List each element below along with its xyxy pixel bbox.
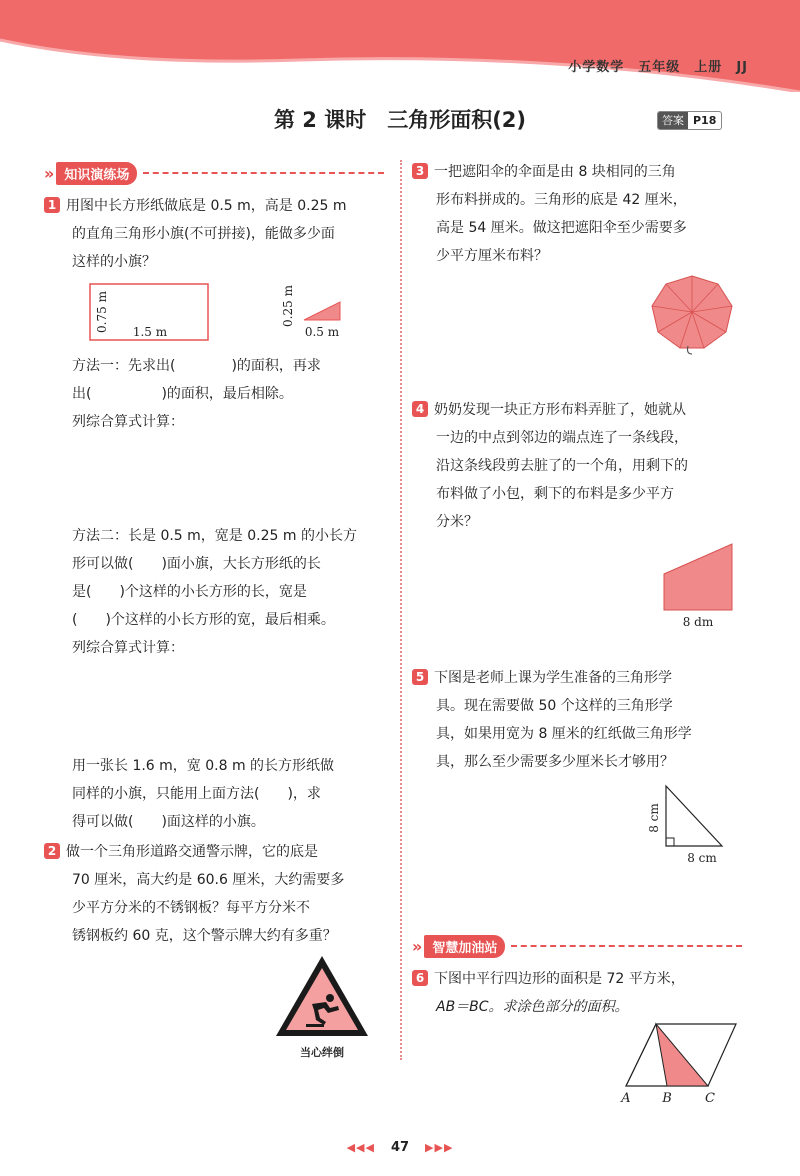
side-label: 8 dm xyxy=(682,615,714,629)
q1-method2 xyxy=(72,522,392,662)
extra-line: 用一张长 1.6 m，宽 0.8 m 的长方形纸做 xyxy=(72,758,335,774)
q1-line: 的直角三角形小旗(不可拼接)，能做多少面 xyxy=(72,226,335,242)
q3-line: 形布料拼成的。三角形的底是 42 厘米， xyxy=(436,192,687,208)
question-number: 6 xyxy=(412,970,428,986)
q4-line: 沿这条线段剪去脏了的一个角，用剩下的 xyxy=(436,458,688,474)
page-title: 第 2 课时 三角形面积(2) xyxy=(273,108,527,132)
q4-line: 奶奶发现一块正方形布料弄脏了，她就从 xyxy=(434,402,686,418)
point-a-label: A xyxy=(621,1091,631,1106)
rect-height-label: 0.75 m xyxy=(95,291,109,333)
q1-figure xyxy=(86,280,356,346)
q6-line: 下图中平行四边形的面积是 72 平方米， xyxy=(434,971,685,987)
height-label: 8 cm xyxy=(647,803,661,833)
point-b-label: B xyxy=(662,1091,672,1106)
set-square-figure xyxy=(646,780,746,870)
sign-caption: 当心绊倒 xyxy=(300,1046,344,1059)
question-5 xyxy=(412,664,752,776)
q4-line: 布料做了小包，剩下的布料是多少平方 xyxy=(436,486,674,502)
method2-line: 形可以做( )面小旗，大长方形纸的长 xyxy=(72,556,321,572)
question-4 xyxy=(412,396,752,536)
q1-line: 用图中长方形纸做底是 0.5 m，高是 0.25 m xyxy=(66,198,347,214)
parallelogram-figure xyxy=(612,1018,752,1108)
point-c-label: C xyxy=(705,1091,715,1106)
question-6 xyxy=(412,965,752,1021)
tri-base-label: 0.5 m xyxy=(304,325,340,339)
q5-line: 具，如果用宽为 8 厘米的红纸做三角形学 xyxy=(436,726,692,742)
section-header-practice xyxy=(44,162,384,184)
method1-line: 列综合算式计算： xyxy=(72,414,184,430)
series-edition: JJ xyxy=(736,60,748,75)
right-triangle xyxy=(666,786,722,846)
question-3 xyxy=(412,158,752,270)
umbrella-figure xyxy=(646,272,738,356)
q2-line: 70 厘米，高大约是 60.6 厘米，大约需要多 xyxy=(72,872,345,888)
page-footer xyxy=(0,1140,800,1155)
small-triangle xyxy=(304,302,340,320)
question-number: 3 xyxy=(412,163,428,179)
q4-line: 分米？ xyxy=(436,514,478,530)
series-volume: 上册 xyxy=(694,60,723,75)
question-number: 4 xyxy=(412,401,428,417)
method1-line: 出( )的面积，最后相除。 xyxy=(72,386,293,402)
base-label: 8 cm xyxy=(687,851,717,865)
question-number: 5 xyxy=(412,669,428,685)
q1-extra xyxy=(72,752,392,836)
section-label: 知识演练场 xyxy=(56,162,137,185)
q4-line: 一边的中点到邻边的端点连了一条线段， xyxy=(436,430,688,446)
series-grade: 五年级 xyxy=(638,60,681,75)
right-arrows-icon: ▶▶▶ xyxy=(425,1141,454,1154)
q5-line: 下图是老师上课为学生准备的三角形学 xyxy=(434,670,672,686)
rect-width-label: 1.5 m xyxy=(132,325,168,339)
question-number: 1 xyxy=(44,197,60,213)
extra-line: 同样的小旗，只能用上面方法( )，求 xyxy=(72,786,321,802)
q2-line: 做一个三角形道路交通警示牌，它的底是 xyxy=(66,844,318,860)
page-number: 47 xyxy=(390,1140,410,1155)
trapezoid-cloth xyxy=(664,544,732,610)
question-2 xyxy=(44,838,390,950)
q1-method1 xyxy=(72,352,392,436)
tri-height-label: 0.25 m xyxy=(281,285,295,327)
q5-line: 具。现在需要做 50 个这样的三角形学 xyxy=(436,698,673,714)
series-label xyxy=(554,56,748,75)
section-label: 智慧加油站 xyxy=(424,935,505,958)
method2-line: 列综合算式计算： xyxy=(72,640,184,656)
q3-line: 一把遮阳伞的伞面是由 8 块相同的三角 xyxy=(434,164,676,180)
question-number: 2 xyxy=(44,843,60,859)
q2-line: 少平方分米的不锈钢板？每平方分米不 xyxy=(72,900,310,916)
answer-page: P18 xyxy=(693,114,717,127)
header-band xyxy=(0,0,800,92)
left-arrows-icon: ◀◀◀ xyxy=(346,1141,375,1154)
q3-line: 少平方厘米布料？ xyxy=(436,248,548,264)
q1-line: 这样的小旗？ xyxy=(72,254,156,270)
dashed-rule xyxy=(143,172,384,174)
q3-line: 高是 54 厘米。做这把遮阳伞至少需要多 xyxy=(436,220,687,236)
series-subject: 小学数学 xyxy=(568,60,625,75)
chevron-icon: » xyxy=(44,163,55,183)
q6-line: AB＝BC。求涂色部分的面积。 xyxy=(436,999,629,1015)
question-1 xyxy=(44,192,390,276)
method2-line: ( )个这样的小长方形的宽，最后相乘。 xyxy=(72,612,335,628)
warning-sign xyxy=(272,952,372,1042)
method2-line: 方法二：长是 0.5 m，宽是 0.25 m 的小长方 xyxy=(72,528,357,544)
section-header-challenge xyxy=(412,935,742,957)
q2-line: 锈钢板约 60 克，这个警示牌大约有多重？ xyxy=(72,928,337,944)
q5-line: 具，那么至少需要多少厘米长才够用？ xyxy=(436,754,674,770)
chevron-icon: » xyxy=(412,936,423,956)
method1-line: 方法一：先求出( )的面积，再求 xyxy=(72,358,321,374)
dashed-rule xyxy=(511,945,742,947)
extra-line: 得可以做( )面这样的小旗。 xyxy=(72,814,265,830)
answer-reference[interactable] xyxy=(657,111,722,130)
answer-label: 答案 xyxy=(658,112,688,129)
cloth-figure xyxy=(660,540,736,630)
method2-line: 是( )个这样的小长方形的长，宽是 xyxy=(72,584,307,600)
column-divider xyxy=(400,160,402,1060)
